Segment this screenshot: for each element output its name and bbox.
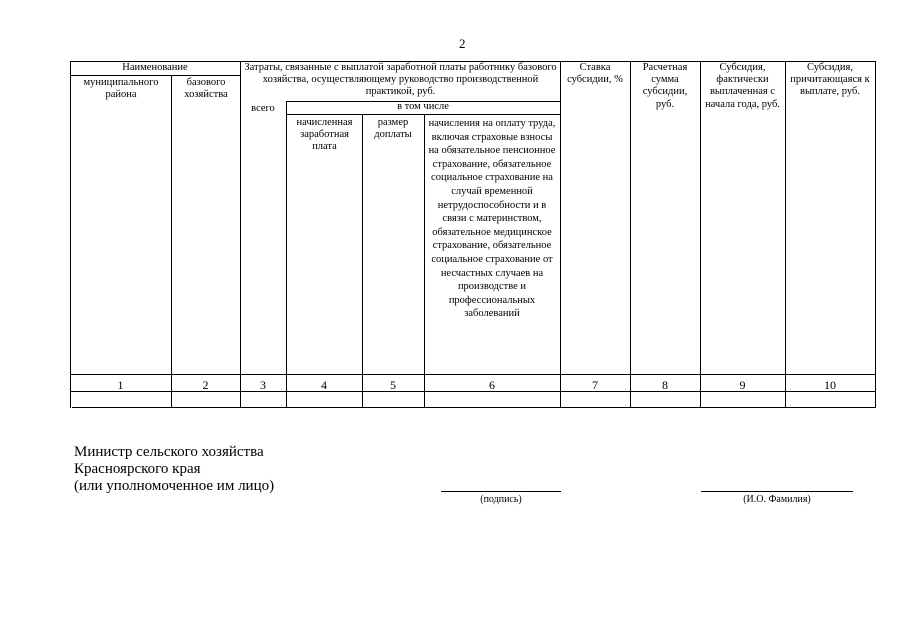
- col-border-9: [785, 61, 786, 408]
- signature-line: [441, 491, 561, 492]
- header-total: всего: [251, 103, 275, 114]
- col-border-1: [171, 75, 172, 408]
- header-base-farm: базового хозяйства: [184, 77, 228, 101]
- col-number-5: 5: [390, 378, 396, 392]
- col-border-8: [700, 61, 701, 408]
- col-number-2: 2: [202, 378, 209, 392]
- header-accrued-salary: начисленная заработная плата: [296, 117, 353, 153]
- col-number-1: 1: [117, 378, 124, 392]
- header-costs: Затраты, связанные с выплатой заработной платы работнику базового хозяйства, осуществляющему руководство производственной практикой, руб.: [244, 62, 557, 98]
- signatory-block: [74, 444, 274, 495]
- table-bottom-border: [72, 407, 875, 408]
- col-border-3: [286, 101, 287, 408]
- including-bottom-divider: [286, 114, 560, 115]
- header-name: Наименование: [122, 62, 188, 73]
- header-calculated-subsidy: Расчетная сумма субсидии, руб.: [642, 62, 688, 110]
- col-number-3: 3: [260, 378, 266, 392]
- col-border-5: [424, 114, 425, 408]
- name-line: [701, 491, 853, 492]
- header-bottom-border: [70, 374, 875, 375]
- name-caption: (И.О. Фамилия): [743, 494, 811, 505]
- header-due-subsidy: Субсидия, причитающаяся к выплате, руб.: [790, 62, 870, 98]
- col-number-4: 4: [321, 378, 327, 392]
- header-surcharge: размер доплаты: [374, 117, 412, 141]
- signatory-title: Министр сельского хозяйства: [74, 444, 264, 460]
- col-border-6: [560, 61, 561, 408]
- header-including: в том числе: [397, 101, 449, 112]
- signatory-region: Красноярского края: [74, 461, 201, 477]
- col-number-7: 7: [592, 378, 598, 392]
- col-number-8: 8: [662, 378, 668, 392]
- col-number-10: 10: [824, 378, 836, 392]
- header-subsidy-rate: Ставка субсидии, %: [567, 62, 623, 86]
- signatory-note: (или уполномоченное им лицо): [74, 478, 275, 494]
- signature-caption: (подпись): [480, 494, 522, 505]
- header-payroll-charges: начисления на оплату труда, включая страховые взносы на обязательное пенсионное страхование, обязательное социальное страхование на случай временной нетрудоспособности и в связи с материнством, обязательное медицинское страхование, обязательное социальное страхование от несчастных случаев на производстве и профессиональных заболеваний: [428, 118, 556, 320]
- header-municipal-district: муниципального района: [83, 77, 159, 101]
- col-border-7: [630, 61, 631, 408]
- col-border-0: [70, 61, 71, 408]
- col-number-6: 6: [489, 378, 495, 392]
- col-border-4: [362, 114, 363, 408]
- header-paid-subsidy: Субсидия, фактически выплаченная с начала года, руб.: [705, 62, 780, 110]
- col-border-10: [875, 61, 876, 408]
- col-number-9: 9: [739, 378, 746, 392]
- name-header-divider: [70, 75, 240, 76]
